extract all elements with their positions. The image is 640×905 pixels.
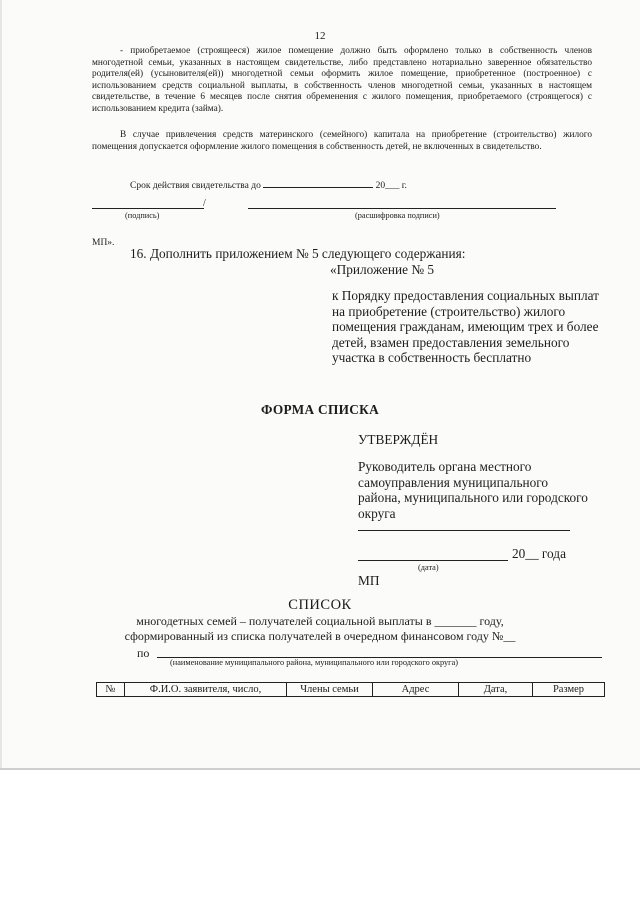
list-po-label: по	[137, 646, 150, 660]
table-header-cell: Ф.И.О. заявителя, число,	[125, 683, 287, 697]
appendix-title: «Приложение № 5	[330, 262, 434, 277]
approver-signature-line	[358, 530, 570, 531]
approved-label: УТВЕРЖДЁН	[358, 432, 439, 447]
table-header-cell: Размер	[533, 683, 605, 697]
signature-line	[92, 208, 204, 209]
table-header-row	[97, 683, 605, 697]
stamp-place: МП	[358, 573, 380, 588]
approval-date-line	[358, 560, 508, 561]
paragraph-conditions: - приобретаемое (строящееся) жилое помещение должно быть оформлено только в собственность членов многодетной семьи, указанных в настоящем свидетельстве, либо представлено нотариально заверенное обязательство родителя(ей) (усыновителя(ей)) многодетной семьи оформить жилое помещение, приобретенное (построенное) с использованием средств социальной выплаты, в собственность членов многодетной семьи, указанных в настоящем свидетельстве, в течение 6 месяцев после снятия обременения с жилого помещения, приобретаемого (строящегося) с использованием кредита (займа).	[92, 46, 592, 114]
list-subtitle-line-2: сформированный из списка получателей в очередном финансовом году №__	[124, 629, 516, 643]
signature-decoding-line	[248, 208, 556, 209]
validity-year: 20___ г.	[375, 181, 407, 191]
form-title: ФОРМА СПИСКА	[260, 402, 379, 417]
stamp-place-closing: МП».	[92, 238, 115, 248]
approval-year: 20__ года	[512, 546, 566, 561]
validity-label: Срок действия свидетельства до	[130, 181, 261, 191]
approver-position: Руководитель органа местного самоуправления муниципального района, муниципального или городского округа	[358, 459, 588, 521]
table-header-cell: №	[97, 683, 125, 697]
table-header-cell: Адрес	[373, 683, 459, 697]
date-caption: (дата)	[418, 563, 439, 572]
list-title: СПИСОК	[288, 597, 352, 613]
scan-edge	[0, 768, 640, 770]
table-header-cell: Члены семьи	[287, 683, 373, 697]
families-table	[96, 682, 605, 697]
signature-caption: (подпись)	[125, 211, 160, 220]
item-16-heading: 16. Дополнить приложением № 5 следующего содержания:	[130, 246, 466, 261]
paragraph-maternity-capital: В случае привлечения средств материнского (семейного) капитала на приобретение (строительство) жилого помещения допускается оформление жилого помещения в собственность детей, не включенных в свидетельство.	[92, 130, 592, 152]
decoding-caption: (расшифровка подписи)	[355, 211, 440, 220]
table-header-cell: Дата,	[459, 683, 533, 697]
page-number: 12	[314, 30, 326, 42]
list-subtitle-line-1: многодетных семей – получателей социальной выплаты в _______ году,	[136, 614, 504, 628]
signature-slash: /	[203, 198, 206, 209]
municipality-caption: (наименование муниципального района, муниципального или городского округа)	[170, 658, 459, 667]
appendix-description: к Порядку предоставления социальных выплат на приобретение (строительство) жилого помещения гражданам, имеющим трех и более детей, взамен предоставления земельного участка в собственность бесплатно	[332, 288, 599, 366]
validity-line	[130, 177, 407, 191]
validity-blank	[263, 177, 373, 188]
